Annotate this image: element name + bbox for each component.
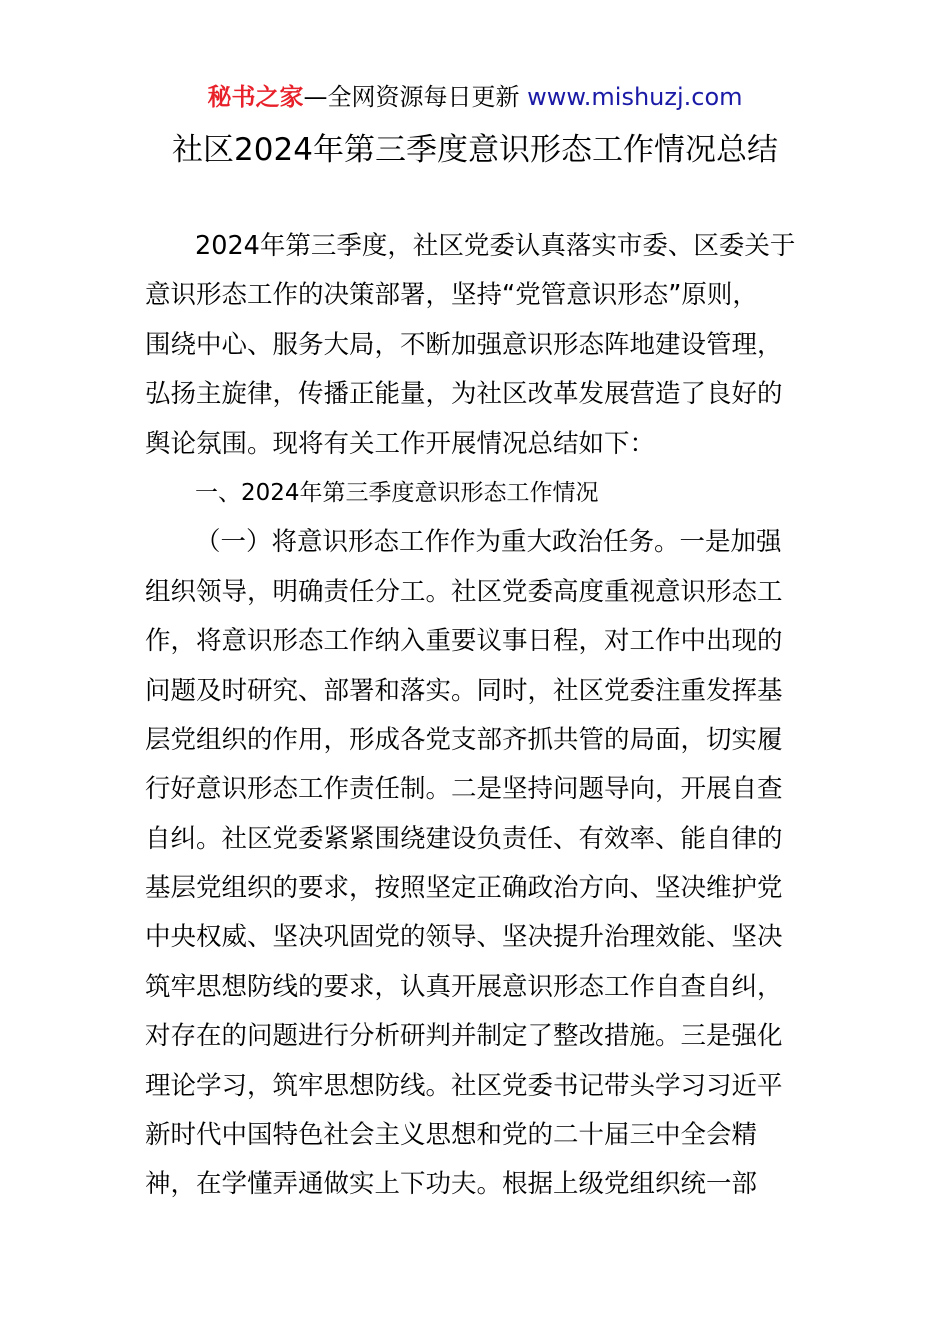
body-line: 舆论氛围。现将有关工作开展情况总结如下： [145, 428, 656, 459]
body-line: 行好意识形态工作责任制。二是坚持问题导向，开展自查 [145, 774, 783, 805]
site-header [0, 80, 950, 114]
document-title: 社区2024年第三季度意识形态工作情况总结 [172, 132, 778, 168]
header-slogan: —全网资源每日更新 [303, 83, 520, 111]
body-line: 自纠。社区党委紧紧围绕建设负责任、有效率、能自律的 [145, 823, 783, 854]
body-line: 作，将意识形态工作纳入重要议事日程，对工作中出现的 [145, 626, 783, 657]
section-heading: 一、2024年第三季度意识形态工作情况 [195, 479, 599, 506]
body-line: 对存在的问题进行分析研判并制定了整改措施。三是强化 [145, 1021, 783, 1052]
body-line: 神，在学懂弄通做实上下功夫。根据上级党组织统一部 [145, 1169, 758, 1200]
body-line: 理论学习，筑牢思想防线。社区党委书记带头学习习近平 [145, 1070, 783, 1101]
body-line: （一）将意识形态工作作为重大政治任务。一是加强 [195, 527, 782, 558]
body-line: 新时代中国特色社会主义思想和党的二十届三中全会精 [145, 1120, 758, 1151]
body-line: 中央权威、坚决巩固党的领导、坚决提升治理效能、坚决 [145, 922, 783, 953]
body-line: 层党组织的作用，形成各党支部齐抓共管的局面，切实履 [145, 724, 783, 755]
body-line: 问题及时研究、部署和落实。同时，社区党委注重发挥基 [145, 675, 783, 706]
body-line: 组织领导，明确责任分工。社区党委高度重视意识形态工 [145, 576, 783, 607]
brand-name: 秘书之家 [207, 83, 304, 111]
document-body [145, 222, 810, 1210]
site-url-link[interactable]: www.mishuzj.com [527, 83, 743, 111]
body-line: 基层党组织的要求，按照坚定正确政治方向、坚决维护党 [145, 873, 783, 904]
body-line: 意识形态工作的决策部署，坚持“党管意识形态”原则， [145, 280, 758, 311]
body-line: 筑牢思想防线的要求，认真开展意识形态工作自查自纠， [145, 971, 783, 1002]
body-line: 2024年第三季度，社区党委认真落实市委、区委关于 [195, 231, 796, 261]
body-line: 弘扬主旋律，传播正能量，为社区改革发展营造了良好的 [145, 379, 783, 410]
body-line: 围绕中心、服务大局，不断加强意识形态阵地建设管理， [145, 329, 783, 360]
